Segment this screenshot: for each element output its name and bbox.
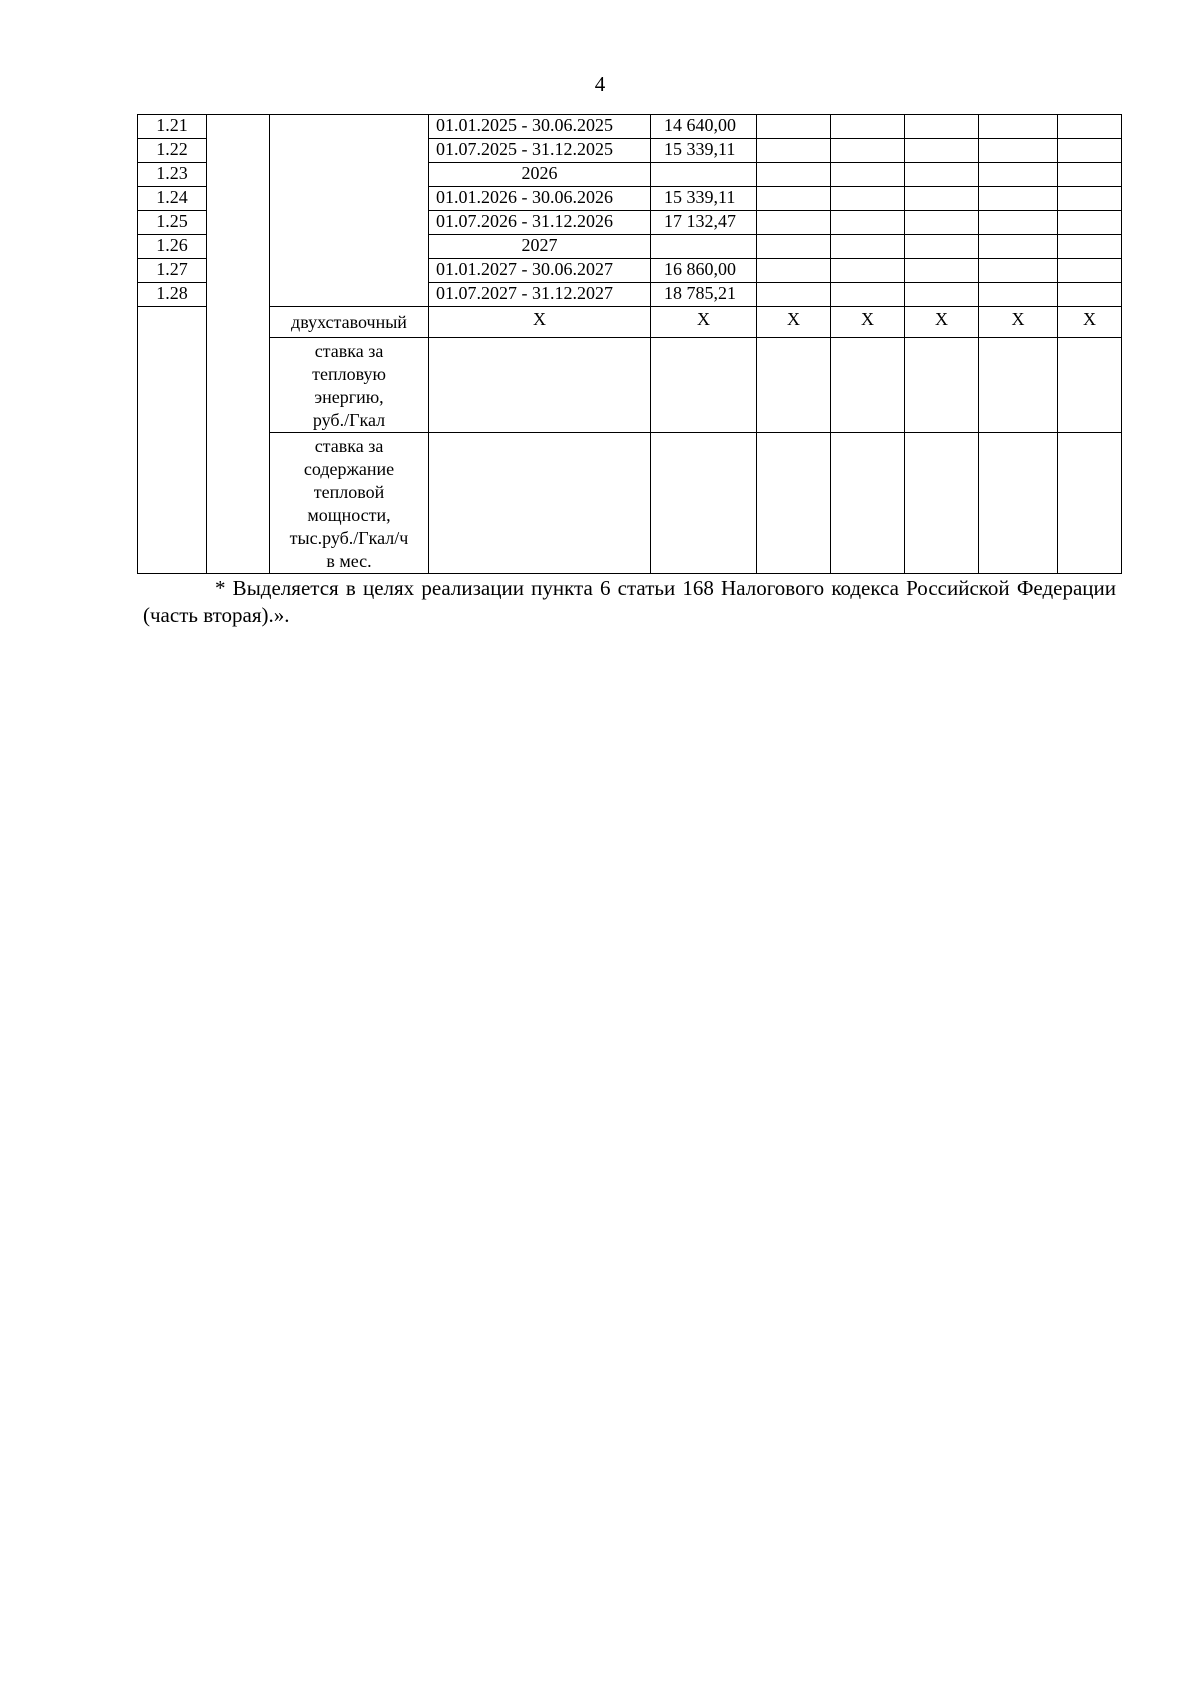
empty-cell (831, 433, 905, 574)
period-cell: 01.01.2027 - 30.06.2027 (429, 259, 651, 283)
empty-cell (905, 211, 979, 235)
empty-cell (270, 115, 429, 307)
capacity-rate-line: тепловой (313, 482, 385, 502)
empty-cell (979, 187, 1058, 211)
empty-cell (831, 211, 905, 235)
empty-cell (979, 211, 1058, 235)
empty-cell (1058, 115, 1122, 139)
capacity-rate-line: ставка за (314, 436, 384, 456)
empty-cell (979, 283, 1058, 307)
empty-cell (757, 433, 831, 574)
energy-rate-line: руб./Гкал (312, 410, 386, 430)
empty-cell (979, 433, 1058, 574)
empty-cell (979, 235, 1058, 259)
empty-cell (1058, 338, 1122, 433)
capacity-rate-line: мощности, (307, 505, 391, 525)
empty-cell (757, 283, 831, 307)
empty-cell (1058, 235, 1122, 259)
tariff-table (137, 114, 1122, 574)
capacity-rate-row (138, 433, 1122, 574)
empty-cell (429, 433, 651, 574)
empty-cell (207, 115, 270, 574)
empty-cell (979, 338, 1058, 433)
empty-cell (757, 115, 831, 139)
empty-cell (831, 139, 905, 163)
tariff-value-cell: 18 785,21 (651, 283, 757, 307)
x-mark: X (1058, 307, 1122, 338)
two-rate-row (138, 307, 1122, 338)
empty-cell (757, 338, 831, 433)
empty-cell (905, 338, 979, 433)
energy-rate-line: энергию, (314, 387, 384, 407)
period-cell: 01.01.2025 - 30.06.2025 (429, 115, 651, 139)
x-mark: X (757, 307, 831, 338)
tariff-value-cell: 15 339,11 (651, 139, 757, 163)
x-mark: X (429, 307, 651, 338)
empty-cell (757, 139, 831, 163)
energy-rate-label (270, 338, 429, 433)
empty-cell (905, 187, 979, 211)
period-cell: 01.07.2025 - 31.12.2025 (429, 139, 651, 163)
empty-cell (757, 235, 831, 259)
empty-cell (905, 235, 979, 259)
empty-cell (831, 283, 905, 307)
row-number: 1.28 (138, 283, 207, 307)
empty-cell (831, 259, 905, 283)
empty-cell (979, 163, 1058, 187)
capacity-rate-line: в мес. (326, 551, 372, 571)
empty-cell (1058, 259, 1122, 283)
page-number: 4 (594, 72, 606, 96)
tariff-value-cell: 15 339,11 (651, 187, 757, 211)
empty-cell (905, 283, 979, 307)
empty-cell (831, 338, 905, 433)
empty-cell (1058, 433, 1122, 574)
empty-cell (757, 211, 831, 235)
two-rate-label: двухставочный (270, 307, 429, 338)
empty-cell (1058, 283, 1122, 307)
row-number: 1.22 (138, 139, 207, 163)
empty-cell (757, 187, 831, 211)
capacity-rate-line: тыс.руб./Гкал/ч (289, 528, 409, 548)
empty-cell (905, 163, 979, 187)
energy-rate-line: тепловую (312, 364, 386, 384)
empty-cell (905, 139, 979, 163)
empty-cell (651, 338, 757, 433)
capacity-rate-line: содержание (303, 459, 395, 479)
empty-cell (979, 115, 1058, 139)
x-mark: X (651, 307, 757, 338)
footnote: * Выделяется в целях реализации пункта 6 статьи 168 Налогового кодекса Российской Федерации (часть вторая).». (143, 576, 1116, 627)
row-number: 1.24 (138, 187, 207, 211)
capacity-rate-label (270, 433, 429, 574)
x-mark: X (979, 307, 1058, 338)
row-number: 1.25 (138, 211, 207, 235)
tariff-value-cell: 17 132,47 (651, 211, 757, 235)
row-number: 1.27 (138, 259, 207, 283)
empty-cell (979, 259, 1058, 283)
empty-cell (905, 115, 979, 139)
period-cell: 01.07.2027 - 31.12.2027 (429, 283, 651, 307)
empty-cell (1058, 211, 1122, 235)
empty-cell (905, 433, 979, 574)
empty-cell (757, 163, 831, 187)
empty-cell (651, 433, 757, 574)
energy-rate-line: ставка за (314, 341, 384, 361)
row-number: 1.26 (138, 235, 207, 259)
x-mark: X (831, 307, 905, 338)
empty-cell (138, 307, 207, 574)
tariff-value-cell: 16 860,00 (651, 259, 757, 283)
empty-cell (831, 187, 905, 211)
empty-cell (757, 259, 831, 283)
empty-cell (1058, 187, 1122, 211)
year-cell: 2027 (429, 235, 651, 259)
energy-rate-row (138, 338, 1122, 433)
tariff-value-cell: 14 640,00 (651, 115, 757, 139)
empty-cell (831, 235, 905, 259)
row-number: 1.21 (138, 115, 207, 139)
tariff-value-cell (651, 235, 757, 259)
empty-cell (905, 259, 979, 283)
period-cell: 01.01.2026 - 30.06.2026 (429, 187, 651, 211)
empty-cell (1058, 163, 1122, 187)
period-cell: 01.07.2026 - 31.12.2026 (429, 211, 651, 235)
empty-cell (979, 139, 1058, 163)
row-number: 1.23 (138, 163, 207, 187)
empty-cell (1058, 139, 1122, 163)
year-cell: 2026 (429, 163, 651, 187)
x-mark: X (905, 307, 979, 338)
empty-cell (831, 115, 905, 139)
empty-cell (831, 163, 905, 187)
empty-cell (429, 338, 651, 433)
table-row (138, 115, 1122, 139)
tariff-value-cell (651, 163, 757, 187)
